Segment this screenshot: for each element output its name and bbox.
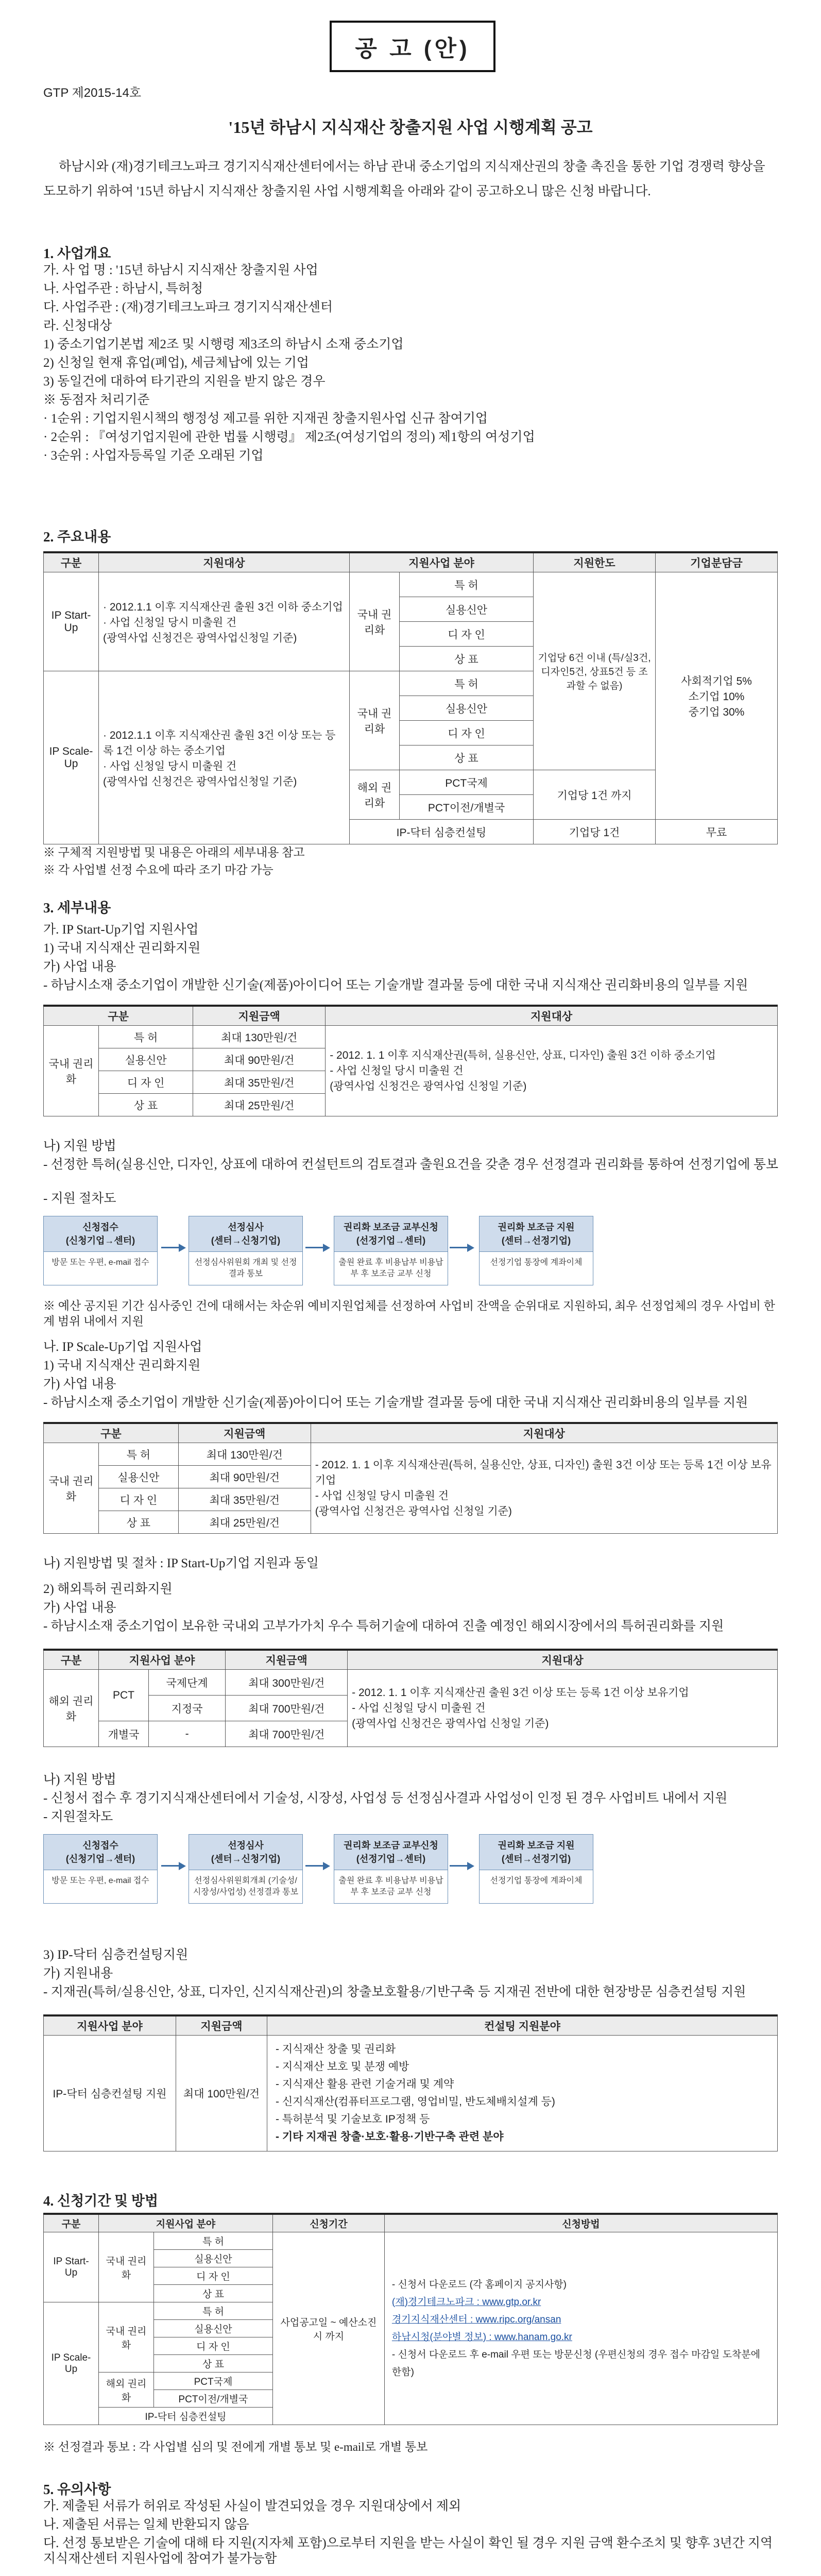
overseas-label: 해외 권리화 <box>99 2372 154 2408</box>
consult-item: - 지식재산 활용 관련 기술거래 및 계약 <box>276 2078 454 2090</box>
sec3-line: 가) 사업 내용 <box>43 1377 116 1391</box>
fee-amount: 최대 90만원/건 <box>178 1466 311 1488</box>
fee-type: 디 자 인 <box>99 1071 193 1094</box>
startup-target: · 2012.1.1 이후 지식재산권 출원 3건 이하 중소기업 · 사업 신청일 당시 미출원 건 (광역사업 신청건은 광역사업신청일 기준) <box>99 572 350 671</box>
flow-step <box>334 1834 448 1904</box>
flow-step <box>334 1216 448 1285</box>
ov-pct: PCT <box>99 1670 149 1721</box>
item: 상 표 <box>400 745 534 770</box>
method-line: - 신청서 다운로드 (각 홈페이지 공지사항) <box>391 2279 567 2290</box>
sec3-line: - 하남시소재 중소기업이 개발한 신기술(제품)아이디어 또는 기술개발 결과물 등에 대한 국내 지식재산 권리화비용의 일부를 지원 <box>43 978 748 992</box>
section-3-heading: 3. 세부내용 <box>43 900 111 916</box>
item: 디 자 인 <box>154 2267 273 2285</box>
consult-item: - 특허분석 및 기술보호 IP정책 등 <box>276 2113 430 2125</box>
col-header: 지원금액 <box>178 1423 311 1443</box>
fee-group: 국내 권리화 <box>44 1443 99 1534</box>
apply-period: 사업공고일 ~ 예산소진시 까지 <box>272 2232 384 2425</box>
sec1-line: · 3순위 : 사업자등록일 기준 오래된 기업 <box>43 449 264 463</box>
sec5-line: 다. 선정 통보받은 기술에 대해 타 지원(지자체 포함)으로부터 지원을 받는 사실이 확인 될 경우 지원 금액 환수조치 및 향후 3년간 지역지식재산센터 지원사업에 참여가 불가능함 <box>43 2536 773 2566</box>
item: 디 자 인 <box>154 2337 273 2355</box>
col-header: 컨설팅 지원분야 <box>267 2015 778 2036</box>
fee-amount: 최대 25만원/건 <box>178 1511 311 1534</box>
fee-target: - 2012. 1. 1 이후 지식재산권(특허, 실용신안, 상표, 디자인) 출원 3건 이하 중소기업 - 사업 신청일 당시 미출원 건 (광역사업 신청건은 광역사업 신청일 기준) <box>326 1026 778 1116</box>
arrow-right-icon <box>450 1247 472 1248</box>
item: 실용신안 <box>154 2250 273 2267</box>
flow-note: ※ 예산 공지된 기간 심사중인 건에 대해서는 차순위 예비지원업체를 선정하여 사업비 잔액을 순위대로 지원하되, 최우 선정업체의 경우 사업비 한계 범위 내에서 지원 <box>43 1299 775 1328</box>
col-header: 구분 <box>44 1006 193 1026</box>
sec3-line: - 선정한 특허(실용신안, 디자인, 상표에 대하여 컨설턴트의 검토결과 출원요건을 갖춘 경우 선정결과 권리화를 통하여 선정기업에 통보 <box>43 1158 779 1172</box>
section-5-heading: 5. 유의사항 <box>43 2482 111 2497</box>
fee-group: 국내 권리화 <box>44 1026 99 1116</box>
ov-type: 국제단계 <box>149 1670 226 1696</box>
col-header: 지원사업 분야 <box>44 2015 176 2036</box>
domestic-label: 국내 권리화 <box>350 572 400 671</box>
sec1-line: ※ 동점자 처리기준 <box>43 393 150 407</box>
fee-amount: 최대 35만원/건 <box>193 1071 326 1094</box>
sec1-line: 나. 사업주관 : 하남시, 특허청 <box>43 282 203 296</box>
announcement-title: 공 고 (안) <box>330 21 495 72</box>
sec1-line: 가. 사 업 명 : '15년 하남시 지식재산 창출지원 사업 <box>43 263 318 277</box>
col-header: 지원대상 <box>326 1006 778 1026</box>
section-1-heading: 1. 사업개요 <box>43 246 111 261</box>
sec3-line: - 하남시소재 중소기업이 개발한 신기술(제품)아이디어 또는 기술개발 결과물 등에 대한 국내 지식재산 권리화비용의 일부를 지원 <box>43 1396 748 1410</box>
overseas-process-flow <box>43 1834 593 1904</box>
support-summary-table <box>43 551 778 844</box>
fee-amount: 최대 25만원/건 <box>193 1094 326 1116</box>
flow-step <box>189 1834 303 1904</box>
sec3-line: 나) 지원방법 및 절차 : IP Start-Up기업 지원과 동일 <box>43 1556 319 1570</box>
startup-label: IP Start-Up <box>44 2232 99 2302</box>
ov-group: 해외 권리화 <box>44 1670 99 1747</box>
consult-items <box>267 2036 778 2151</box>
consult-item: - 신지식재산(컴퓨터프로그램, 영업비밀, 반도체배치설계 등) <box>276 2096 555 2108</box>
sec3-line: 1) 국내 지식재산 권리화지원 <box>43 1359 201 1372</box>
sec3-line: 나) 지원 방법 <box>43 1773 116 1787</box>
item: 실용신안 <box>400 696 534 721</box>
sec3-line: 나. IP Scale-Up기업 지원사업 <box>43 1340 202 1354</box>
consult-item: - 기타 지재권 창출·보호·활용·기반구축 관련 분야 <box>276 2131 504 2143</box>
sec3-line: - 신청서 접수 후 경기지식재산센터에서 기술성, 시장성, 사업성 등 선정심사결과 사업성이 인정 된 경우 사업비트 내에서 지원 <box>43 1791 728 1805</box>
document-number: GTP 제2015-14호 <box>43 86 142 100</box>
flow-step <box>43 1216 158 1285</box>
item: 상 표 <box>154 2285 273 2302</box>
fee-type: 실용신안 <box>99 1466 179 1488</box>
col-header: 지원대상 <box>99 552 350 572</box>
flow-step-title: 신청접수 (신청기업→센터) <box>44 1216 157 1252</box>
flow-step-desc: 출원 완료 후 비용납부 비용납부 후 보조금 교부 신청 <box>338 1258 443 1278</box>
sec1-line: 1) 중소기업기본법 제2조 및 시행령 제3조의 하남시 소재 중소기업 <box>43 337 404 351</box>
flow-step <box>479 1834 593 1904</box>
ov-amount: 최대 700만원/건 <box>226 1721 348 1747</box>
fee-type: 특 허 <box>99 1026 193 1048</box>
item: PCT이전/개별국 <box>400 795 534 820</box>
consult-label: IP-닥터 심층컨설팅 <box>99 2408 273 2425</box>
col-header: 기업분담금 <box>656 552 778 572</box>
flow-step-title: 신청접수 (신청기업→센터) <box>44 1835 157 1870</box>
ov-amount: 최대 300만원/건 <box>226 1670 348 1696</box>
startup-process-flow <box>43 1216 593 1285</box>
sec3-line: 가) 지원내용 <box>43 1967 113 1980</box>
application-table <box>43 2213 778 2425</box>
sec1-line: 라. 신청대상 <box>43 319 112 333</box>
item: 특 허 <box>154 2302 273 2320</box>
col-header: 지원대상 <box>311 1423 777 1443</box>
arrow-right-icon <box>161 1865 184 1867</box>
fee-type: 상 표 <box>99 1094 193 1116</box>
sec3-line: 1) 국내 지식재산 권리화지원 <box>43 941 201 955</box>
item: 디 자 인 <box>400 721 534 745</box>
limit-consult: 기업당 1건 <box>534 820 656 844</box>
sec3-line: 나) 지원 방법 <box>43 1139 116 1153</box>
arrow-right-icon <box>305 1865 328 1867</box>
section-4-heading: 4. 신청기간 및 방법 <box>43 2193 159 2209</box>
item: PCT이전/개별국 <box>154 2390 273 2408</box>
startup-fee-table <box>43 1005 778 1116</box>
sec3-line: 가. IP Start-Up기업 지원사업 <box>43 923 199 937</box>
flow-step-desc: 출원 완료 후 비용납부 비용납부 후 보조금 교부 신청 <box>338 1876 443 1896</box>
fee-amount: 최대 90만원/건 <box>193 1048 326 1071</box>
flow-step-desc: 방문 또는 우편, e-mail 접수 <box>52 1876 149 1885</box>
consulting-table <box>43 2014 778 2151</box>
startup-label: IP Start-Up <box>44 572 99 671</box>
col-header: 구분 <box>44 552 99 572</box>
scaleup-fee-table <box>43 1422 778 1534</box>
consult-label: IP-닥터 심층컨설팅 <box>350 820 534 844</box>
fee-amount: 최대 130만원/건 <box>193 1026 326 1048</box>
fee-amount: 최대 130만원/건 <box>178 1443 311 1466</box>
sec3-line: 가) 사업 내용 <box>43 960 116 974</box>
overseas-label: 해외 권리화 <box>350 770 400 820</box>
domestic-label: 국내 권리화 <box>99 2232 154 2302</box>
intro-paragraph: 하남시와 (재)경기테크노파크 경기지식재산센터에서는 하남 관내 중소기업의 지식재산권의 창출 촉진을 통한 기업 경쟁력 향상을 도모하기 위하여 '15년 하남시 지식재산 창출지원 사업 시행계획을 아래와 같이 공고하오니 많은 신청 바랍니다. <box>43 160 765 198</box>
sec5-line: 가. 제출된 서류가 허위로 작성된 사실이 발견되었을 경우 지원대상에서 제외 <box>43 2499 461 2513</box>
col-header: 구분 <box>44 1423 179 1443</box>
scaleup-label: IP Scale-Up <box>44 2302 99 2425</box>
sec3-line: 2) 해외특허 권리화지원 <box>43 1582 173 1596</box>
col-header: 신청방법 <box>384 2214 777 2232</box>
col-header: 지원사업 분야 <box>99 2214 273 2232</box>
sec3-line: - 지원 절차도 <box>43 1192 116 1206</box>
link-ripc[interactable]: 경기지식재산센터 : www.ripc.org/ansan <box>391 2314 561 2325</box>
sec3-line: - 하남시소재 중소기업이 보유한 국내외 고부가가치 우수 특허기술에 대하여 진출 예정인 해외시장에서의 특허권리화를 지원 <box>43 1619 724 1633</box>
flow-step-desc: 방문 또는 우편, e-mail 접수 <box>52 1258 149 1267</box>
section-2-heading: 2. 주요내용 <box>43 529 111 545</box>
item: 상 표 <box>400 647 534 671</box>
item: 특 허 <box>400 671 534 696</box>
method-line: - 신청서 다운로드 후 e-mail 우편 또는 방문신청 (우편신청의 경우 접수 마감일 도착분에 한함) <box>391 2349 760 2378</box>
col-header: 지원금액 <box>176 2015 267 2036</box>
domestic-label: 국내 권리화 <box>350 671 400 770</box>
flow-step-desc: 선정기업 통장에 계좌이체 <box>490 1876 583 1885</box>
ov-amount: 최대 700만원/건 <box>226 1696 348 1721</box>
item: 디 자 인 <box>400 622 534 647</box>
flow-step <box>479 1216 593 1285</box>
arrow-right-icon <box>305 1247 328 1248</box>
ov-type: 개별국 <box>99 1721 149 1747</box>
item: 상 표 <box>154 2355 273 2372</box>
col-header: 지원한도 <box>534 552 656 572</box>
arrow-right-icon <box>450 1865 472 1867</box>
arrow-right-icon <box>161 1247 184 1248</box>
sec4-note: ※ 선정결과 통보 : 각 사업별 심의 및 전에게 개별 통보 및 e-mail로 개별 통보 <box>43 2441 428 2453</box>
sec3-line: - 지원절차도 <box>43 1810 113 1824</box>
flow-step <box>43 1834 158 1904</box>
fee-type: 상 표 <box>99 1511 179 1534</box>
flow-step-title: 선정심사 (센터→신청기업) <box>189 1216 302 1252</box>
item: PCT국제 <box>400 770 534 795</box>
flow-step-title: 선정심사 (센터→신청기업) <box>189 1835 302 1870</box>
item: 특 허 <box>400 572 534 597</box>
consult-amount: 최대 100만원/건 <box>176 2036 267 2151</box>
col-header: 구분 <box>44 1650 99 1670</box>
link-hanam[interactable]: 하남시청(분야별 정보) : www.hanam.go.kr <box>391 2331 572 2343</box>
sec2-note: ※ 구체적 지원방법 및 내용은 아래의 세부내용 참고 <box>43 846 305 859</box>
sec1-line: 다. 사업주관 : (재)경기테크노파크 경기지식재산센터 <box>43 300 333 314</box>
item: 실용신안 <box>400 597 534 622</box>
scaleup-label: IP Scale-Up <box>44 671 99 844</box>
col-header: 지원대상 <box>348 1650 778 1670</box>
ov-type: 지정국 <box>149 1696 226 1721</box>
sec3-line: 3) IP-닥터 심층컨설팅지원 <box>43 1948 189 1962</box>
flow-step-desc: 선정심사위원회개최 (기술성/시장성/사업성) 선정결과 통보 <box>193 1876 299 1896</box>
consult-item: - 지식재산 보호 및 분쟁 예방 <box>276 2061 409 2073</box>
col-header: 신청기간 <box>272 2214 384 2232</box>
sec2-note: ※ 각 사업별 선정 수요에 따라 조기 마감 가능 <box>43 863 273 876</box>
sec3-line: - 지재권(특허/실용신안, 상표, 디자인, 신지식재산권)의 창출보호활용/기반구축 등 지재권 전반에 대한 현장방문 심층컨설팅 지원 <box>43 1985 746 1999</box>
ov-type: - <box>149 1721 226 1747</box>
share-consult: 무료 <box>656 820 778 844</box>
flow-step-title: 권리화 보조금 지원 (센터→선정기업) <box>480 1835 593 1870</box>
company-share: 사회적기업 5% 소기업 10% 중기업 30% <box>656 572 778 820</box>
sec1-line: · 2순위 : 『여성기업지원에 관한 법률 시행령』 제2조(여성기업의 정의) 제1항의 여성기업 <box>43 430 535 444</box>
limit-domestic: 기업당 6건 이내 (특/실3건, 디자인5건, 상표5건 등 조과할 수 없음) <box>534 572 656 770</box>
sec1-line: · 1순위 : 기업지원시책의 행정성 제고를 위한 지재권 창출지원사업 신규 참여기업 <box>43 412 488 426</box>
item: 특 허 <box>154 2232 273 2250</box>
apply-methods <box>384 2232 777 2425</box>
fee-type: 특 허 <box>99 1443 179 1466</box>
sec1-line: 2) 신청일 현재 휴업(폐업), 세금체납에 있는 기업 <box>43 356 309 370</box>
sec3-line: 가) 사업 내용 <box>43 1601 116 1615</box>
consult-field: IP-닥터 심층컨설팅 지원 <box>44 2036 176 2151</box>
col-header: 지원금액 <box>193 1006 326 1026</box>
fee-target: - 2012. 1. 1 이후 지식재산권(특허, 실용신안, 상표, 디자인) 출원 3건 이상 또는 등록 1건 이상 보유기업 - 사업 신청일 당시 미출원 건 (광역사업 신청건은 광역사업 신청일 기준) <box>311 1443 777 1534</box>
flow-step-title: 권리화 보조금 교부신청 (선정기업→센터) <box>334 1216 448 1252</box>
col-header: 지원사업 분야 <box>99 1650 226 1670</box>
fee-type: 실용신안 <box>99 1048 193 1071</box>
item: PCT국제 <box>154 2372 273 2390</box>
fee-amount: 최대 35만원/건 <box>178 1488 311 1511</box>
col-header: 지원금액 <box>226 1650 348 1670</box>
flow-step-desc: 선정심사위원회 개최 및 선정결과 통보 <box>194 1258 297 1278</box>
main-title: '15년 하남시 지식재산 창출지원 사업 시행계획 공고 <box>228 118 593 137</box>
domestic-label: 국내 권리화 <box>99 2302 154 2372</box>
sec5-line: 나. 제출된 서류는 일체 반환되지 않음 <box>43 2518 249 2532</box>
col-header: 구분 <box>44 2214 99 2232</box>
fee-type: 디 자 인 <box>99 1488 179 1511</box>
flow-step <box>189 1216 303 1285</box>
flow-step-title: 권리화 보조금 지원 (센터→선정기업) <box>480 1216 593 1252</box>
overseas-fee-table <box>43 1649 778 1747</box>
scaleup-target: · 2012.1.1 이후 지식재산권 출원 3건 이상 또는 등록 1건 이상 하는 중소기업 · 사업 신청일 당시 미출원 건 (광역사업 신청건은 광역사업신청일 기준) <box>99 671 350 844</box>
link-gtp[interactable]: (재)경기테크노파크 : www.gtp.or.kr <box>391 2296 541 2308</box>
flow-step-desc: 선정기업 통장에 계좌이체 <box>490 1258 583 1267</box>
item: 실용신안 <box>154 2320 273 2337</box>
col-header: 지원사업 분야 <box>350 552 534 572</box>
ov-target: - 2012. 1. 1 이후 지식재산권 출원 3건 이상 또는 등록 1건 이상 보유기업 - 사업 신청일 당시 미출원 건 (광역사업 신청건은 광역사업 신청일 기준) <box>348 1670 778 1747</box>
flow-step-title: 권리화 보조금 교부신청 (선정기업→센터) <box>334 1835 448 1870</box>
sec1-line: 3) 동일건에 대하여 타기관의 지원을 받지 않은 경우 <box>43 375 326 388</box>
limit-overseas: 기업당 1건 까지 <box>534 770 656 820</box>
consult-item: - 지식재산 창출 및 권리화 <box>276 2043 396 2055</box>
